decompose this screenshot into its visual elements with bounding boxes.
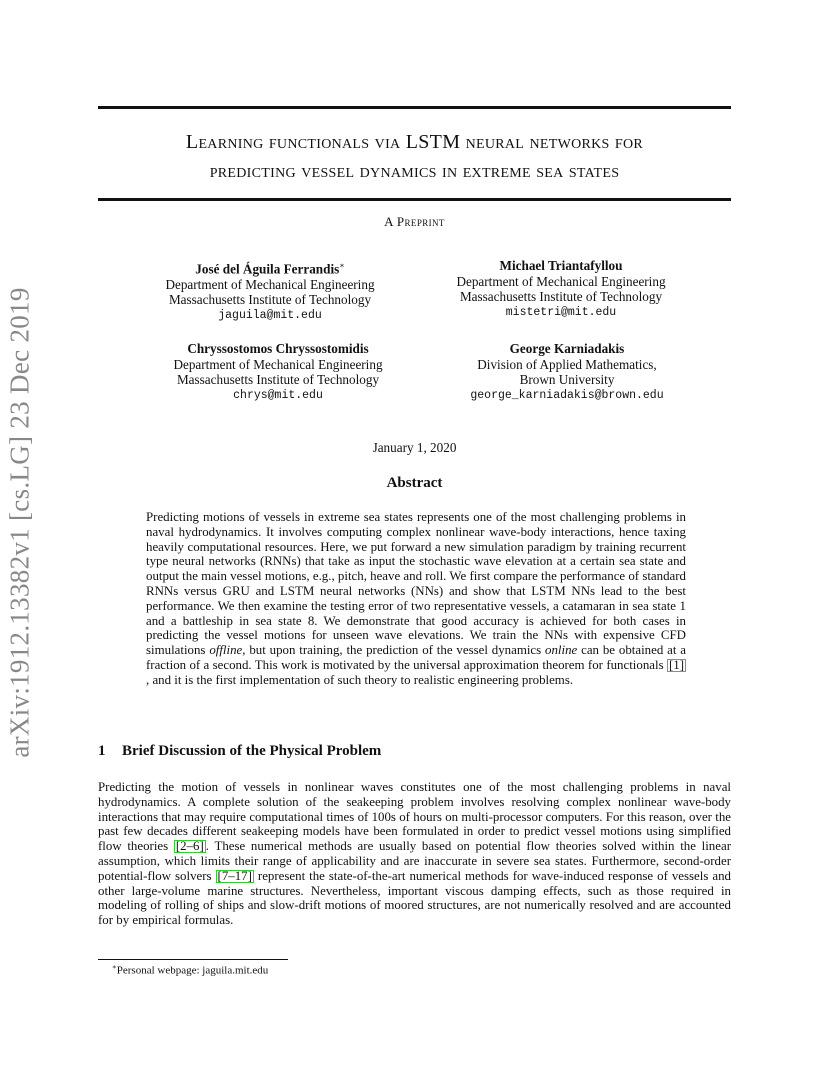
author-department: Division of Applied Mathematics,: [477, 356, 657, 372]
author-name: George Karniadakis: [509, 341, 625, 356]
title-top-rule: [98, 106, 731, 109]
emphasis-online: online: [545, 643, 578, 658]
author-institution: Massachusetts Institute of Technology: [459, 289, 663, 304]
author-block-4: [417, 341, 717, 403]
author-email[interactable]: george_karniadakis@brown.edu: [470, 388, 664, 402]
abstract-text: Predicting motions of vessels in extreme sea states represents one of the most challenging problems in naval hydrodynamics. It involves computing complex nonlinear wave-body interactions, hence taxing heavily computational resources. Here, we put forward a new simulation paradigm by training recurrent type neural networks (RNNs) that take as input the stochastic wave elevation at a certain sea state and output the main vessel motions, e.g., pitch, heave and roll. We first compare the performance of standard RNNs versus GRU and LSTM neural networks (NNs) and show that LSTM NNs lead to the best performance. We then examine the testing error of two representative vessels, a catamaran in sea state 1 and a battleship in sea state 8. We demonstrate that good accuracy is achieved for both cases in predicting the vessel motions for unseen wave elevations. We train the NNs with expensive CFD simulations offline, but upon training, the prediction of the vessel dynamics online can be obtained at a fraction of a second. This work is motivated by the universal approximation theorem for functionals [1], and it is the first implementation of such theory to realistic engineering problems.: [146, 510, 686, 687]
author-block-2: [411, 258, 711, 320]
title-line-1: Learning functionals via LSTM neural networks for: [185, 131, 644, 153]
arxiv-side-stamp: [2, 285, 38, 760]
citation-link[interactable]: [1]: [668, 657, 684, 672]
author-institution: Massachusetts Institute of Technology: [176, 372, 380, 387]
author-block-3: [128, 341, 428, 403]
author-department: Department of Mechanical Engineering: [456, 273, 666, 289]
author-department: Department of Mechanical Engineering: [173, 356, 383, 372]
author-email[interactable]: chrys@mit.edu: [233, 388, 323, 402]
footnote-rule: [98, 959, 288, 960]
author-department: Department of Mechanical Engineering: [165, 276, 375, 292]
paper-title: [98, 128, 731, 186]
section-title: Brief Discussion of the Physical Problem: [122, 743, 382, 759]
author-name: José del Águila Ferrandis∗: [195, 261, 345, 277]
author-email[interactable]: mistetri@mit.edu: [505, 305, 617, 319]
preprint-label: A Preprint: [384, 214, 445, 229]
abstract-heading: Abstract: [386, 475, 443, 491]
title-bottom-rule: [98, 198, 731, 201]
paper-date: January 1, 2020: [372, 440, 457, 455]
author-name: Chryssostomos Chryssostomidis: [187, 341, 369, 356]
author-name: Michael Triantafyllou: [499, 258, 623, 273]
author-email[interactable]: jaguila@mit.edu: [218, 308, 322, 322]
section-number: 1: [98, 743, 106, 759]
emphasis-offline: offline: [209, 643, 243, 658]
citation-link[interactable]: [7–17]: [217, 868, 252, 883]
footnote: [112, 963, 268, 977]
section-heading: [98, 743, 731, 760]
author-institution: Brown University: [519, 372, 615, 387]
citation-link[interactable]: [2–6]: [175, 839, 204, 854]
arxiv-id: arXiv:1912.13382v1 [cs.LG] 23 Dec 2019: [4, 287, 35, 758]
author-institution: Massachusetts Institute of Technology: [168, 292, 372, 308]
section-text: Predicting the motion of vessels in nonlinear waves constitutes one of the most challenging problems in naval hydrodynamics. A complete solution of the seakeeping problem involves resolving complex nonlinear wave-body interactions that may require computational times of 100s of hours on multi-processor computers. For this reason, over the past few decades different seakeeping models have been formulated in order to predict vessel motions using simplified flow theories [2–6] . These numerical methods are usually based on potential flow theories solved within the linear assumption, which limits their range of applicability and are inaccurate in severe sea states. Furthermore, second-order potential-flow solvers [7–17] represent the state-of-the-art numerical methods for wave-induced response of vessels and other large-volume marine structures. Nevertheless, important viscous damping effects, such as those required in modeling of rolling of ships and slow-drift motions of moored structures, are not numerically resolved and are accounted for by empirical formulas.: [98, 780, 731, 928]
author-block-1: [120, 258, 420, 323]
title-line-2: predicting vessel dynamics in extreme sea states: [209, 160, 620, 182]
footnote-text: Personal webpage: jaguila.mit.edu: [116, 964, 269, 977]
footnote-mark: ∗: [112, 963, 117, 971]
footnote-mark: ∗: [339, 261, 345, 270]
